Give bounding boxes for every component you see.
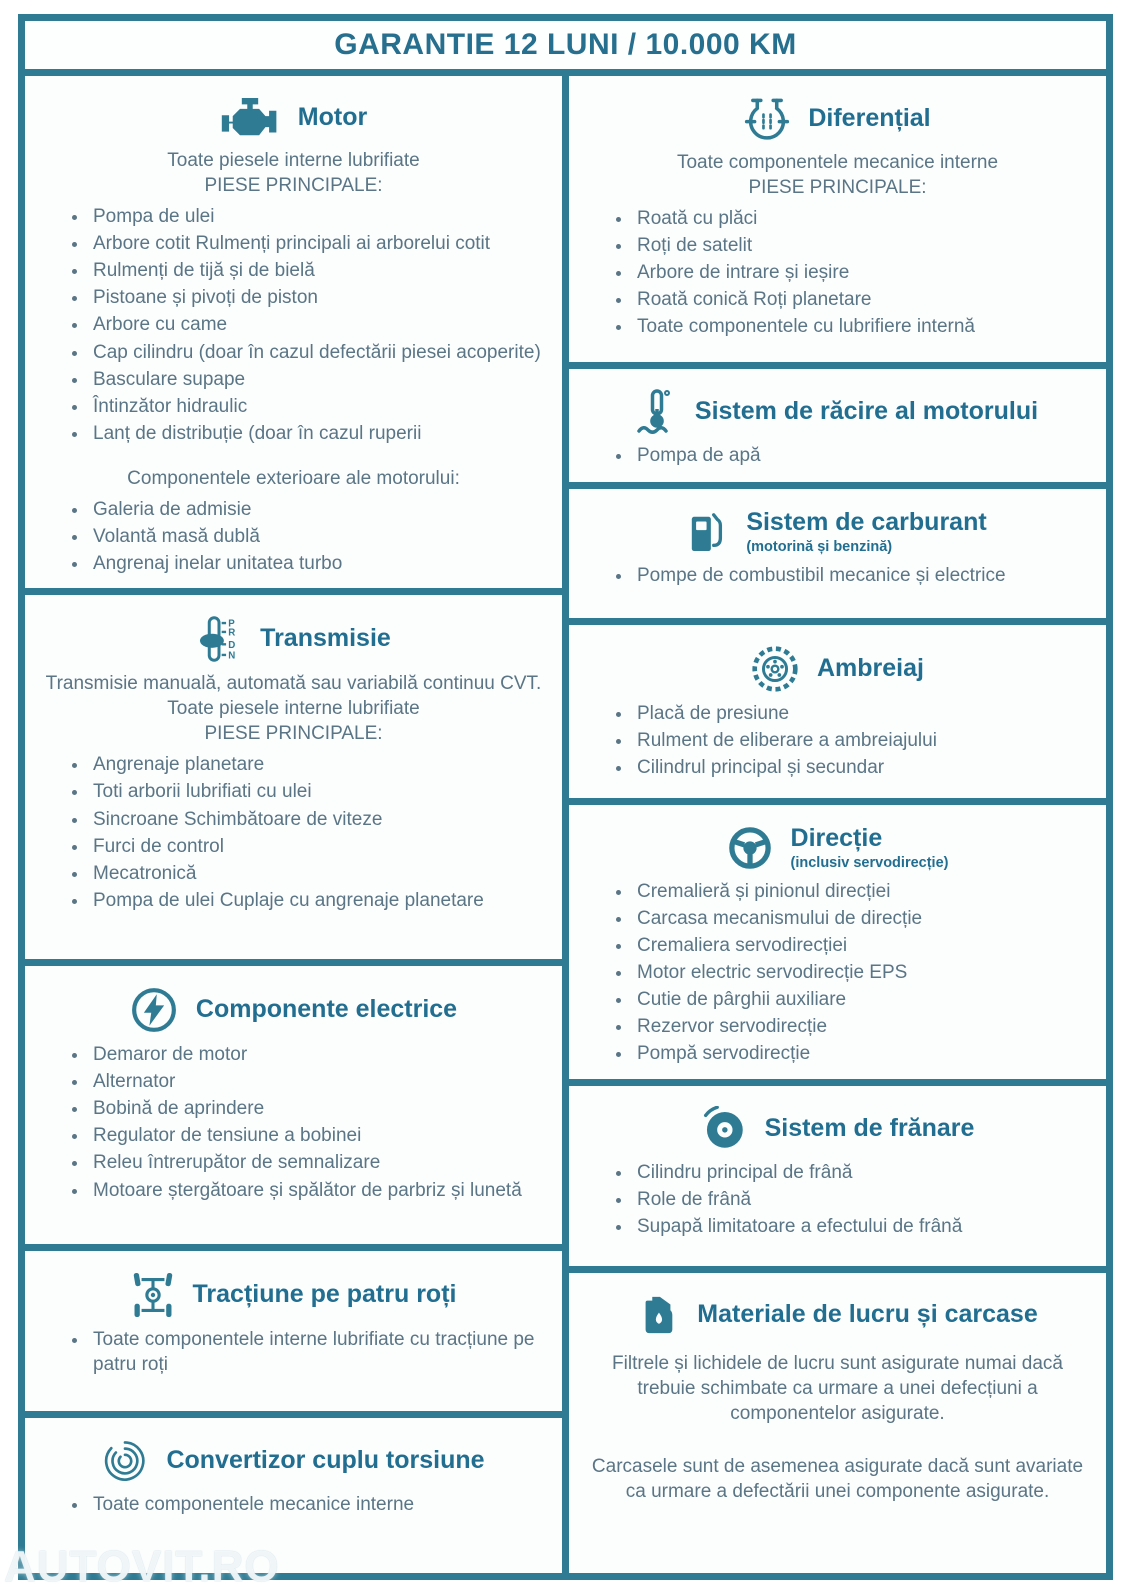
list-item: • Pompă servodirecție	[633, 1041, 1090, 1066]
steering-wheel-icon	[727, 825, 773, 871]
list-item: • Arbore cu came	[89, 312, 546, 337]
list-item: • Bobină de aprindere	[89, 1096, 546, 1121]
text-line: Componentele exterioare ale motorului:	[127, 467, 460, 489]
list-item: • Supapă limitatoare a efectului de frână	[633, 1214, 1090, 1239]
section-title: Transmisie	[260, 624, 391, 653]
section-titles	[196, 996, 457, 1024]
section-titles	[193, 1281, 457, 1309]
text-line: Toate piesele interne lubrifiate	[167, 698, 420, 720]
lightning-icon	[130, 986, 178, 1034]
section-materiale	[569, 1273, 1106, 1573]
list-item: • Pompa de ulei Cuplaje cu angrenaje planetare	[89, 888, 546, 913]
fuel-pump-icon	[688, 510, 728, 554]
text-block	[45, 466, 542, 491]
list-item: • Releu întrerupător de semnalizare	[89, 1150, 546, 1175]
section-header	[47, 1438, 540, 1484]
left-column	[25, 76, 562, 1573]
bullet-list	[41, 1492, 546, 1517]
section-body	[41, 671, 546, 913]
watermark: AUTOVIT.RO	[4, 1542, 280, 1591]
section-title: Tracțiune pe patru roți	[192, 1280, 457, 1309]
thermometer-icon	[637, 389, 677, 435]
section-titles	[298, 104, 367, 132]
list-item: • Toate componentele cu lubrifiere internă	[633, 314, 1090, 339]
section-motor	[25, 76, 562, 588]
list-item: • Pompa de apă	[633, 443, 1090, 468]
list-item: • Mecatronică	[89, 861, 546, 886]
bullet-list	[41, 1042, 546, 1202]
section-diferential	[569, 76, 1106, 362]
section-electrice	[25, 966, 562, 1244]
text-line: PIESE PRINCIPALE:	[204, 175, 383, 197]
list-item: • Arbore cotit Rulmenți principali ai arborelui cotit	[89, 231, 546, 256]
list-item: • Toate componentele mecanice interne	[89, 1492, 546, 1517]
section-titles	[808, 105, 930, 133]
gear-shifter-icon	[196, 615, 242, 663]
list-item: • Regulator de tensiune a bobinei	[89, 1123, 546, 1148]
list-item: • Roată cu plăci	[633, 206, 1090, 231]
section-franare	[569, 1086, 1106, 1266]
section-body	[585, 1351, 1090, 1504]
list-item: • Toate componentele interne lubrifiate cu tracțiune pe patru roți	[89, 1327, 546, 1377]
list-item: • Cap cilindru (doar în cazul defectării piesei acoperite)	[89, 340, 546, 365]
list-item: • Motor electric servodirecție EPS	[633, 960, 1090, 985]
clutch-disc-icon	[751, 645, 799, 693]
bullet-list	[41, 497, 546, 576]
bullet-list	[585, 879, 1090, 1067]
section-header	[47, 96, 540, 140]
text-block	[45, 148, 542, 198]
section-body	[585, 701, 1090, 780]
section-title: Componente electrice	[195, 995, 458, 1024]
list-item: • Pompe de combustibil mecanice și electrice	[633, 563, 1090, 588]
list-item: • Arbore de intrare și ieșire	[633, 260, 1090, 285]
list-item: • Angrenaje planetare	[89, 752, 546, 777]
section-body	[41, 1492, 546, 1517]
list-item: • Pistoane și pivoți de piston	[89, 285, 546, 310]
section-racire	[569, 369, 1106, 482]
text-line: Transmisie manuală, automată sau variabilă continuu CVT.	[45, 673, 542, 695]
list-item: • Demaror de motor	[89, 1042, 546, 1067]
torque-converter-icon	[102, 1438, 148, 1484]
section-title: Sistem de carburant	[746, 508, 987, 536]
list-item: • Cilindrul principal și secundar	[633, 755, 1090, 780]
list-item: • Sincroane Schimbătoare de viteze	[89, 807, 546, 832]
page-title: GARANTIE 12 LUNI / 10.000 KM	[25, 21, 1106, 69]
text-line: Toate piesele interne lubrifiate	[167, 150, 420, 171]
section-title: Materiale de lucru și carcase	[697, 1299, 1038, 1328]
list-item: • Motoare ștergătoare și spălător de parbriz și lunetă	[89, 1178, 546, 1203]
list-item: • Angrenaj inelar unitatea turbo	[89, 551, 546, 576]
text-line: Carcasele sunt de asemenea asigurate dacă sunt avariate ca urmare a defectării unei componente asigurate.	[591, 1455, 1084, 1502]
list-item: • Cilindru principal de frână	[633, 1160, 1090, 1185]
section-titles	[765, 1115, 975, 1143]
engine-icon	[220, 96, 280, 140]
section-title: Diferențial	[808, 104, 931, 133]
list-item: • Carcasa mecanismului de direcție	[633, 906, 1090, 931]
text-line: Toate componentele mecanice interne	[676, 152, 999, 173]
list-item: • Placă de presiune	[633, 701, 1090, 726]
section-header	[591, 389, 1084, 435]
section-transmisie	[25, 595, 562, 959]
section-title: Sistem de răcire al motorului	[694, 397, 1039, 426]
bullet-list	[41, 1327, 546, 1377]
section-header	[47, 1271, 540, 1319]
drivetrain-icon	[131, 1271, 175, 1319]
section-titles	[791, 825, 949, 871]
section-header	[591, 825, 1084, 871]
section-titles	[695, 398, 1038, 426]
list-item: • Cutie de pârghii auxiliare	[633, 987, 1090, 1012]
svg-text:P: P	[228, 618, 235, 630]
section-body	[585, 443, 1090, 468]
section-header	[591, 1293, 1084, 1337]
list-item: • Rulmenți de tijă și de bielă	[89, 258, 546, 283]
section-carburant	[569, 489, 1106, 618]
columns	[25, 76, 1106, 1573]
section-header	[591, 1106, 1084, 1152]
list-item: • Volantă masă dublă	[89, 524, 546, 549]
section-ambreiaj	[569, 625, 1106, 798]
list-item: • Galeria de admisie	[89, 497, 546, 522]
list-item: • Cremaliera servodirecției	[633, 933, 1090, 958]
list-item: • Role de frână	[633, 1187, 1090, 1212]
bullet-list	[585, 563, 1090, 588]
section-title: Motor	[297, 103, 368, 132]
section-body	[585, 150, 1090, 340]
text-line: PIESE PRINCIPALE:	[748, 177, 927, 199]
list-item: • Lanț de distribuție (doar în cazul ruperii	[89, 421, 546, 446]
warranty-frame	[18, 14, 1113, 1580]
section-body	[41, 1042, 546, 1202]
section-header	[47, 986, 540, 1034]
section-subtitle: (inclusiv servodirecție)	[790, 854, 949, 871]
section-title: Ambreiaj	[817, 654, 924, 683]
section-directie	[569, 805, 1106, 1079]
list-item: • Roți de satelit	[633, 233, 1090, 258]
list-item: • Cremalieră și pinionul direcției	[633, 879, 1090, 904]
svg-text:D: D	[228, 640, 236, 652]
text-line: Filtrele și lichidele de lucru sunt asigurate numai dacă trebuie schimbate ca urmare a unei defecțiuni a componentelor asigurate.	[612, 1352, 1063, 1424]
section-title: Direcție	[790, 824, 883, 853]
section-titles	[697, 1301, 1037, 1329]
section-body	[41, 148, 546, 576]
right-column	[569, 76, 1106, 1573]
section-header	[591, 509, 1084, 555]
section-body	[41, 1327, 546, 1377]
list-item: • Furci de control	[89, 834, 546, 859]
section-titles	[817, 655, 924, 683]
text-block	[589, 1351, 1086, 1426]
bullet-list	[585, 701, 1090, 780]
section-body	[585, 1160, 1090, 1239]
text-block	[589, 150, 1086, 200]
list-item: • Basculare supape	[89, 367, 546, 392]
oil-jug-icon	[637, 1293, 679, 1337]
section-titles	[260, 625, 391, 653]
list-item: • Rulment de eliberare a ambreiajului	[633, 728, 1090, 753]
differential-icon	[744, 96, 790, 142]
section-body	[585, 563, 1090, 588]
list-item: • Toti arborii lubrifiati cu ulei	[89, 779, 546, 804]
section-title: Convertizor cuplu torsiune	[166, 1446, 485, 1475]
section-body	[585, 879, 1090, 1067]
brake-disc-icon	[701, 1106, 747, 1152]
section-header	[591, 645, 1084, 693]
section-header	[591, 96, 1084, 142]
svg-text:N: N	[228, 650, 236, 662]
svg-text:R: R	[228, 627, 236, 639]
bullet-list	[41, 752, 546, 912]
section-tractiune	[25, 1251, 562, 1411]
list-item: • Întinzător hidraulic	[89, 394, 546, 419]
text-block	[589, 1454, 1086, 1504]
section-titles	[746, 509, 986, 555]
text-block	[45, 671, 542, 746]
bullet-list	[585, 206, 1090, 339]
bullet-list	[585, 443, 1090, 468]
section-titles	[166, 1447, 484, 1475]
section-header	[47, 615, 540, 663]
list-item: • Rezervor servodirecție	[633, 1014, 1090, 1039]
bullet-list	[41, 204, 546, 446]
bullet-list	[585, 1160, 1090, 1239]
list-item: • Pompa de ulei	[89, 204, 546, 229]
text-line: PIESE PRINCIPALE:	[204, 723, 383, 745]
list-item: • Roată conică Roți planetare	[633, 287, 1090, 312]
section-title: Sistem de frănare	[764, 1113, 975, 1142]
list-item: • Alternator	[89, 1069, 546, 1094]
section-subtitle: (motorină și benzină)	[746, 538, 893, 555]
